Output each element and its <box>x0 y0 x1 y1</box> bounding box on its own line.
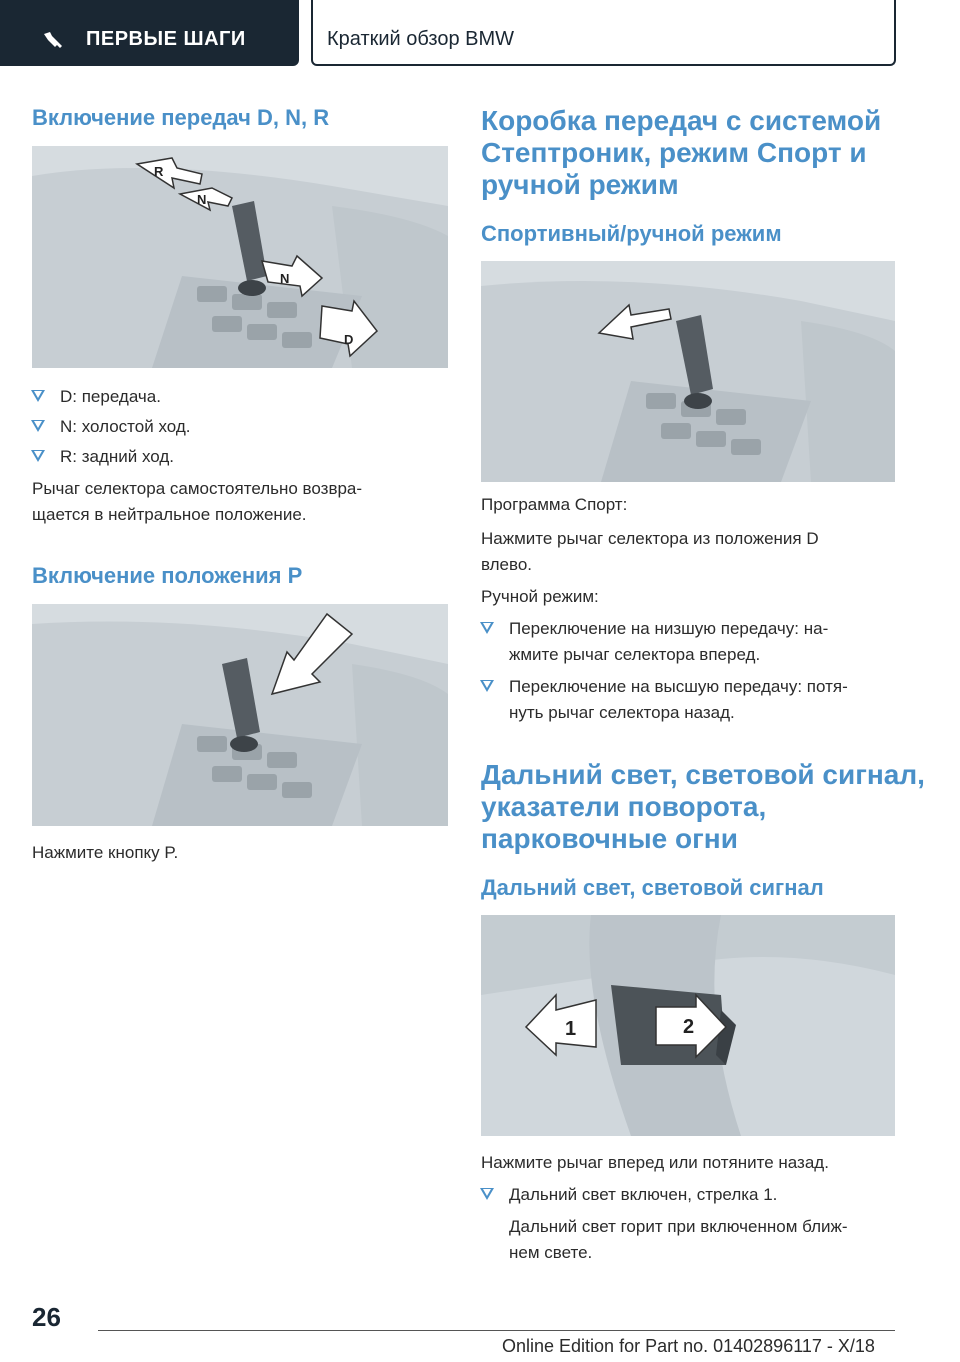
page-title: Краткий обзор BMW <box>327 28 515 50</box>
svg-text:1: 1 <box>565 1018 577 1040</box>
figure-highbeam-lever <box>481 915 895 1136</box>
paragraph-lights: Нажмите рычаг вперед или потяните назад. <box>481 1153 829 1172</box>
bullet-triangle-icon <box>32 391 44 402</box>
paragraph-line: Дальний свет горит при включенном ближ- <box>509 1217 848 1236</box>
paragraph-park: Нажмите кнопку P. <box>32 843 179 862</box>
heading-highbeam: Дальний свет, световой сигнал <box>481 875 824 900</box>
figure-park-button <box>32 604 448 826</box>
heading-gears: Включение передач D, N, R <box>32 105 330 130</box>
label-sport: Программа Спорт: <box>481 495 628 514</box>
label-manual: Ручной режим: <box>481 587 599 606</box>
heading-lights: указатели поворота, <box>481 791 767 822</box>
list-item: Дальний свет включен, стрелка 1. <box>481 1182 777 1208</box>
heading-steptronic: ручной режим <box>481 169 679 200</box>
list-item: Переключение на низшую передачу: на- жмите рычаг селектора вперед. <box>481 616 828 668</box>
page-number: 26 <box>32 1302 61 1332</box>
page-header <box>311 0 896 66</box>
svg-text:D: D <box>344 332 354 347</box>
paragraph-line: влево. <box>481 555 533 574</box>
heading-sport: Спортивный/ручной режим <box>481 221 782 246</box>
bullet-triangle-icon <box>32 421 44 432</box>
list-item: Переключение на высшую передачу: потя- нуть рычаг селектора назад. <box>481 674 848 726</box>
heading-steptronic: Коробка передач с системой <box>481 105 882 136</box>
list-item: D: передача. <box>32 384 161 410</box>
heading-park: Включение положения P <box>32 563 303 588</box>
footer-edition: Online Edition for Part no. 01402896117 - X/18 <box>502 1336 875 1356</box>
heading-lights: парковочные огни <box>481 823 738 854</box>
svg-text:R: R <box>154 164 164 179</box>
heading-steptronic: Стептроник, режим Спорт и <box>481 137 867 168</box>
figure-sport-mode <box>481 261 895 482</box>
bullet-triangle-icon <box>481 681 493 692</box>
bullet-triangle-icon <box>481 623 493 634</box>
svg-text:N: N <box>280 271 290 286</box>
bullet-triangle-icon <box>32 451 44 462</box>
paragraph-line: Рычаг селектора самостоятельно возвра- <box>32 479 363 498</box>
list-item: N: холостой ход. <box>32 414 190 440</box>
paragraph-line: нем свете. <box>509 1243 593 1262</box>
section-label: ПЕРВЫЕ ШАГИ <box>86 28 246 50</box>
footer-divider <box>98 1330 895 1331</box>
paragraph-line: Нажмите рычаг селектора из положения D <box>481 529 819 548</box>
list-item: R: задний ход. <box>32 444 174 470</box>
svg-text:N: N <box>197 192 207 207</box>
section-tab <box>0 0 299 66</box>
heading-lights: Дальний свет, световой сигнал, <box>481 759 925 790</box>
paragraph-line: щается в нейтральное положение. <box>32 505 307 524</box>
car-key-icon <box>40 28 66 54</box>
svg-text:2: 2 <box>683 1016 695 1038</box>
figure-gear-selector <box>32 146 448 368</box>
bullet-triangle-icon <box>481 1189 493 1200</box>
